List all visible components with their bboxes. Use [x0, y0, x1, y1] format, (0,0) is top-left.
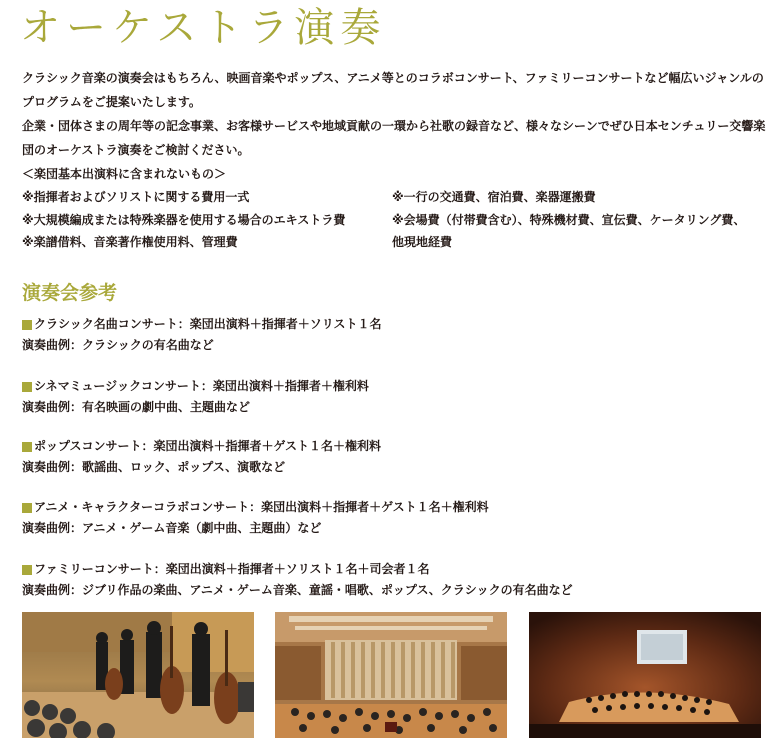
concert-example: 演奏曲例：有名映画の劇中曲、主題曲など	[22, 400, 251, 414]
exclusions-left-column	[22, 186, 382, 254]
exclusions-right-column	[392, 186, 772, 254]
square-bullet-icon	[22, 442, 32, 452]
concert-hall-photo	[275, 612, 507, 738]
exclusion-item: ※一行の交通費、宿泊費、楽器運搬費	[392, 190, 596, 204]
intro-paragraph: クラシック音楽の演奏会はもちろん、映画音楽やポップス、アニメ等とのコラボコンサート、ファミリーコンサートなど幅広いジャンルのプログラムをご提案いたします。	[22, 71, 764, 109]
orchestra-bass-photo	[22, 612, 254, 738]
page-title: オーケストラ演奏	[20, 5, 387, 51]
exclusion-item: ※会場費（付帯費含む）、特殊機材費、宣伝費、ケータリング費、	[392, 212, 746, 227]
concert-heading: ポップスコンサート：楽団出演料＋指揮者＋ゲスト１名＋権利料	[34, 439, 382, 453]
square-bullet-icon	[22, 320, 32, 330]
square-bullet-icon	[22, 503, 32, 513]
concert-item	[22, 376, 369, 418]
concert-heading: シネマミュージックコンサート：楽団出演料＋指揮者＋権利料	[34, 379, 369, 393]
concert-heading: ファミリーコンサート：楽団出演料＋指揮者＋ソリスト１名＋司会者１名	[34, 562, 430, 576]
exclusion-item: ※指揮者およびソリストに関する費用一式	[22, 190, 250, 204]
intro-text	[22, 66, 772, 162]
exclusion-item: ※大規模編成または特殊楽器を使用する場合のエキストラ費	[22, 212, 346, 227]
section-title: 演奏会参考	[22, 282, 118, 304]
concert-item	[22, 314, 382, 356]
concert-screen-photo	[529, 612, 761, 738]
concert-item	[22, 497, 489, 539]
square-bullet-icon	[22, 382, 32, 392]
concert-example: 演奏曲例：歌謡曲、ロック、ポップス、演歌など	[22, 460, 286, 474]
exclusions-heading: ＜楽団基本出演料に含まれないもの＞	[22, 167, 227, 181]
concert-heading: アニメ・キャラクターコラボコンサート：楽団出演料＋指揮者＋ゲスト１名＋権利料	[34, 500, 489, 514]
exclusion-item: 他現地経費	[392, 235, 453, 249]
square-bullet-icon	[22, 565, 32, 575]
concert-heading: クラシック名曲コンサート：楽団出演料＋指揮者＋ソリスト１名	[34, 317, 382, 331]
exclusion-item: ※楽譜借料、音楽著作権使用料、管理費	[22, 235, 238, 249]
concert-example: 演奏曲例：ジブリ作品の楽曲、アニメ・ゲーム音楽、童謡・唱歌、ポップス、クラシックの有名曲など	[22, 583, 573, 597]
intro-paragraph: 企業・団体さまの周年等の記念事業、お客様サービスや地域貢献の一環から社歌の録音など、様々なシーンでぜひ日本センチュリー交響楽団のオーケストラ演奏をご検討ください。	[22, 119, 766, 157]
concert-example: 演奏曲例：アニメ・ゲーム音楽（劇中曲、主題曲）など	[22, 521, 322, 535]
concert-example: 演奏曲例：クラシックの有名曲など	[22, 338, 214, 352]
concert-item	[22, 436, 381, 478]
concert-item	[22, 559, 573, 601]
